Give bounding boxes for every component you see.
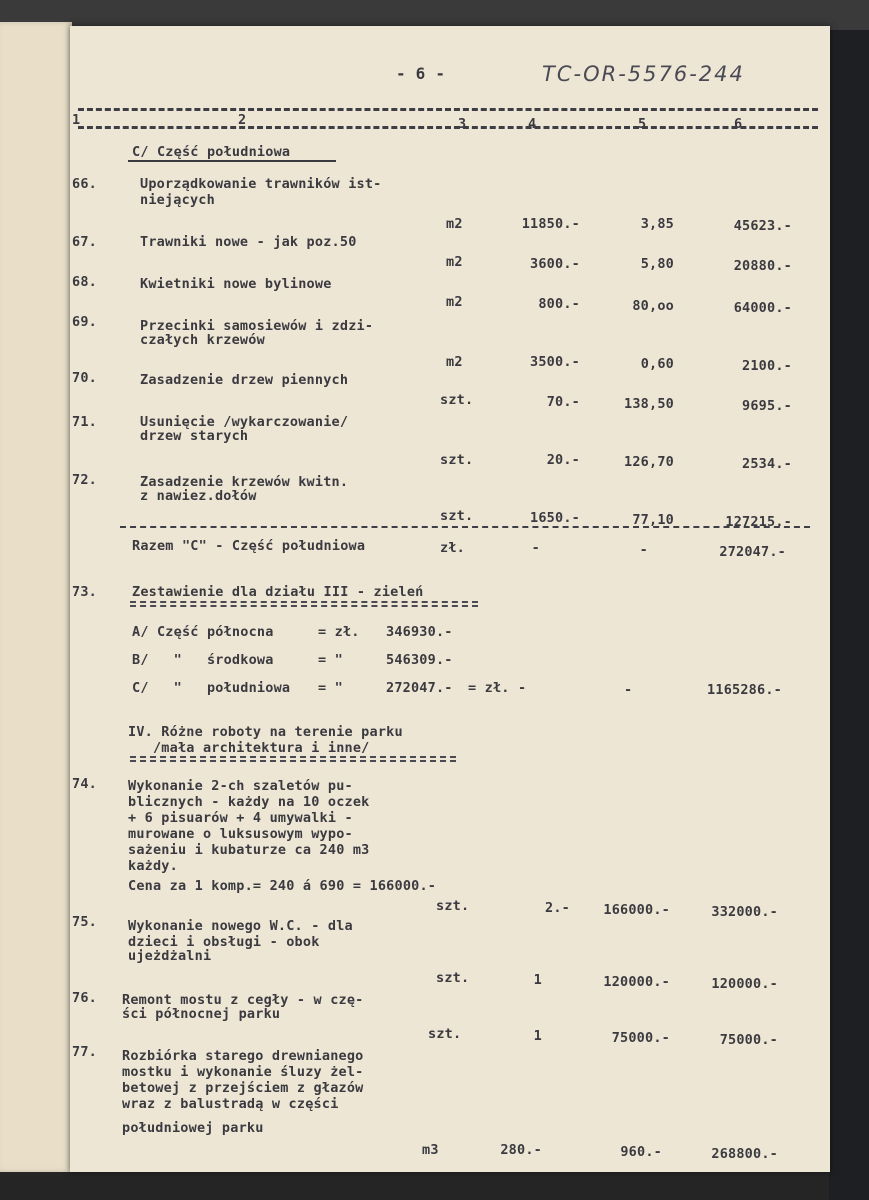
summary-row-label: C/ " południowa: [132, 680, 291, 696]
item-unit-price: 126,70: [624, 454, 674, 470]
item-description-line: Wykonanie 2-ch szaletów pu-: [128, 778, 353, 794]
item-description-line: czałych krzewów: [140, 332, 265, 348]
item-number: 66.: [72, 176, 97, 192]
grand-total: 1165286.-: [707, 682, 782, 698]
item-unit-price: 166000.-: [603, 902, 670, 918]
item-total: 127215.-: [725, 514, 792, 530]
column-number-2: 2: [238, 112, 247, 128]
item-unit-price: 0,60: [640, 356, 674, 372]
item-unit: szt.: [436, 898, 470, 914]
item-description-line: Zasadzenie drzew piennych: [140, 372, 349, 388]
item-quantity: 280.-: [500, 1142, 542, 1158]
item-unit-price: 5,80: [640, 256, 674, 272]
section-c-underline: [128, 160, 336, 162]
item-unit: m2: [446, 254, 463, 270]
item-total: 120000.-: [711, 976, 778, 992]
item-unit-price: 120000.-: [603, 974, 670, 990]
section-iv-title-line: /mała architektura i inne/: [128, 740, 370, 756]
summary-row-eq: = ": [318, 680, 343, 696]
item-number: 73.: [72, 584, 97, 600]
column-header-rule-bottom: [78, 126, 818, 129]
item-description-line: z nawiez.dołów: [140, 488, 257, 504]
item-number: 75.: [72, 914, 97, 930]
item-description-line: niejących: [140, 192, 215, 208]
item-description-line: murowane o luksusowym wypo-: [128, 826, 353, 842]
item-unit: szt.: [436, 970, 470, 986]
item-total: 45623.-: [733, 218, 792, 234]
item-description-line: Remont mostu z cegły - w czę-: [122, 992, 364, 1008]
underlying-page: [0, 22, 72, 1172]
item-total: 268800.-: [711, 1146, 778, 1162]
item-description-line: południowej parku: [122, 1120, 264, 1136]
item-quantity: 11850.-: [521, 216, 580, 232]
item-description-line: + 6 pisuarów + 4 umywalki -: [128, 810, 353, 826]
item-description-line: Uporządkowanie trawników ist-: [140, 176, 382, 192]
item-unit-price: 3,85: [640, 216, 674, 232]
item-number: 68.: [72, 274, 97, 290]
item-unit: m2: [446, 294, 463, 310]
item-description-line: drzew starych: [140, 428, 249, 444]
binder-edge: [829, 30, 869, 1200]
item-description-line: sażeniu i kubaturze ca 240 m3: [128, 842, 370, 858]
item-description-line: dzieci i obsługi - obok: [128, 934, 320, 950]
item-quantity: 1: [533, 1028, 542, 1044]
item-number: 77.: [72, 1044, 97, 1060]
item-description-line: Cena za 1 komp.= 240 á 690 = 166000.-: [128, 878, 437, 894]
item-unit-price: 75000.-: [611, 1030, 670, 1046]
summary-price: -: [639, 542, 648, 558]
item-total: 9695.-: [742, 398, 792, 414]
summary-row-value: 346930.-: [386, 624, 453, 640]
item-quantity: 70.-: [546, 394, 580, 410]
item-description-line: Trawniki nowe - jak poz.50: [140, 234, 357, 250]
item-unit: m3: [422, 1142, 439, 1158]
item-description-line: ści północnej parku: [122, 1006, 281, 1022]
summary-row-tail: = zł. -: [468, 680, 527, 696]
item-total: 75000.-: [719, 1032, 778, 1048]
page-number: - 6 -: [396, 64, 446, 83]
item-unit-price: 80,oo: [632, 298, 674, 314]
item-description-line: Wykonanie nowego W.C. - dla: [128, 918, 353, 934]
item-description-line: betowej z przejściem z głazów: [122, 1080, 364, 1096]
item-total: 332000.-: [711, 904, 778, 920]
summary-row-eq: = zł.: [318, 624, 360, 640]
summary-row-eq: = ": [318, 652, 343, 668]
summary-unit: zł.: [440, 540, 465, 556]
item-description-line: wraz z balustradą w części: [122, 1096, 339, 1112]
item-number: 74.: [72, 776, 97, 792]
item-quantity: 1: [533, 972, 542, 988]
item-total: 64000.-: [733, 300, 792, 316]
item-description-line: ujeżdżalni: [128, 948, 212, 964]
item-number: 76.: [72, 990, 97, 1006]
summary-row-label: B/ " środkowa: [132, 652, 274, 668]
item-total: 2534.-: [742, 456, 792, 472]
item-quantity: 20.-: [546, 452, 580, 468]
item-description-line: Przecinki samosiewów i zdzi-: [140, 318, 374, 334]
section-73-underline: [130, 601, 478, 607]
item-total: 20880.-: [733, 258, 792, 274]
item-description-line: Rozbiórka starego drewnianego: [122, 1048, 364, 1064]
item-quantity: 800.-: [538, 296, 580, 312]
item-description-line: Kwietniki nowe bylinowe: [140, 276, 332, 292]
item-description-line: mostku i wykonanie śluzy żel-: [122, 1064, 364, 1080]
summary-rule: [120, 526, 810, 528]
section-iv-title-line: IV. Różne roboty na terenie parku: [128, 724, 403, 740]
item-unit: szt.: [428, 1026, 462, 1042]
item-unit-price: 77,10: [632, 512, 674, 528]
summary-quantity: -: [531, 540, 540, 556]
item-unit: m2: [446, 354, 463, 370]
item-unit: szt.: [440, 392, 474, 408]
column-number-4: 4: [528, 116, 537, 132]
item-description-line: każdy.: [128, 858, 178, 874]
summary-row-value: 546309.-: [386, 652, 453, 668]
section-iv-underline: [130, 756, 456, 762]
item-unit: szt.: [440, 452, 474, 468]
handwritten-reference: TC-OR-5576-244: [542, 62, 745, 86]
item-description-line: Usunięcie /wykarczowanie/: [140, 414, 349, 430]
column-header-rule-top: [78, 108, 818, 111]
item-description-line: Zasadzenie krzewów kwitn.: [140, 474, 349, 490]
item-quantity: 3600.-: [530, 256, 580, 272]
item-unit-price: 960.-: [620, 1144, 662, 1160]
summary-row-value: 272047.-: [386, 680, 453, 696]
document-page: [70, 26, 830, 1172]
item-unit: szt.: [440, 508, 474, 524]
item-description-line: blicznych - każdy na 10 oczek: [128, 794, 370, 810]
section-c-title: C/ Część południowa: [132, 144, 291, 160]
summary-total: 272047.-: [719, 544, 786, 560]
item-number: 69.: [72, 314, 97, 330]
item-quantity: 3500.-: [530, 354, 580, 370]
item-unit: m2: [446, 216, 463, 232]
item-number: 72.: [72, 472, 97, 488]
summary-label: Razem "C" - Część południowa: [132, 538, 366, 554]
column-number-3: 3: [458, 116, 467, 132]
item-number: 71.: [72, 414, 97, 430]
summary-row-label: A/ Część północna: [132, 624, 274, 640]
column-number-5: 5: [638, 116, 647, 132]
item-number: 67.: [72, 234, 97, 250]
item-number: 70.: [72, 370, 97, 386]
column-number-1: 1: [72, 112, 81, 128]
section-73-title: Zestawienie dla działu III - zieleń: [132, 584, 424, 600]
item-quantity: 1650.-: [530, 510, 580, 526]
item-total: 2100.-: [742, 358, 792, 374]
item-unit-price: 138,50: [624, 396, 674, 412]
item-quantity: 2.-: [545, 900, 570, 916]
summary-row-tail-price: -: [624, 682, 633, 698]
column-number-6: 6: [734, 116, 743, 132]
